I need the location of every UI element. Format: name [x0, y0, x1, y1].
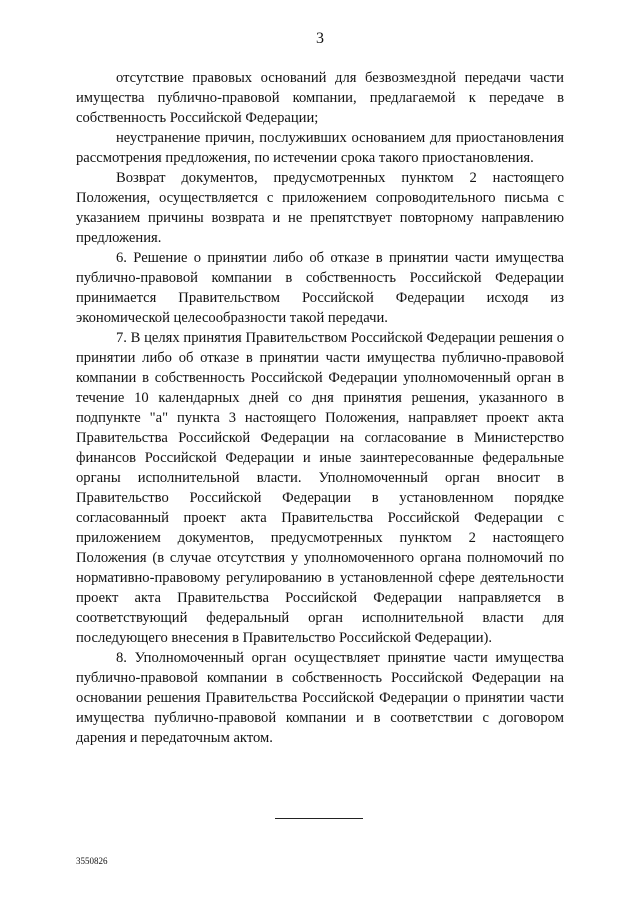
page-number: 3: [316, 30, 324, 47]
paragraph-item-8: 8. Уполномоченный орган осуществляет принятие части имущества публично-правовой компании в собственность Российской Федерации на основании решения Правительства Российской Федерации о принятии части имущества публично-правовой компании и в соответствии с договором дарения и передаточным актом.: [76, 650, 564, 746]
closing-divider: [275, 818, 363, 819]
document-code: 3550826: [76, 856, 108, 866]
paragraph-item-6: 6. Решение о принятии либо об отказе в принятии части имущества публично-правовой компании в собственность Российской Федерации принимается Правительством Российской Федерации исходя из экономической целесообразности такой передачи.: [76, 250, 564, 326]
paragraph-item-7: 7. В целях принятия Правительством Российской Федерации решения о принятии либо об отказе в принятии части имущества публично-правовой компании в собственность Российской Федерации уполномоченный орган в течение 10 календарных дней со дня принятия решения, указанного в подпункте "а" пункта 3 настоящего Положения, направляет проект акта Правительства Российской Федерации на согласование в Министерство финансов Российской Федерации и иные заинтересованные федеральные органы исполнительной власти. Уполномоченный орган вносит в Правительство Российской Федерации в установленном порядке согласованный проект акта Правительства Российской Федерации с приложением документов, предусмотренных пунктом 2 настоящего Положения (в случае отсутствия у уполномоченного органа полномочий по нормативно-правовому регулированию в установленной сфере деятельности проект акта Правительства Российской Федерации направляется в соответствующий федеральный орган исполнительной власти для последующего внесения в Правительство Российской Федерации).: [76, 330, 564, 646]
document-body: [76, 68, 564, 748]
paragraph-unremedied-causes: неустранение причин, послуживших основанием для приостановления рассмотрения предложения, по истечении срока такого приостановления.: [76, 130, 564, 166]
paragraph-return-of-documents: Возврат документов, предусмотренных пунктом 2 настоящего Положения, осуществляется с приложением сопроводительного письма с указанием причины возврата и не препятствует повторному направлению предложения.: [76, 170, 564, 246]
paragraph-no-legal-grounds: отсутствие правовых оснований для безвозмездной передачи части имущества публично-правовой компании, предлагаемой к передаче в собственность Российской Федерации;: [76, 70, 564, 126]
